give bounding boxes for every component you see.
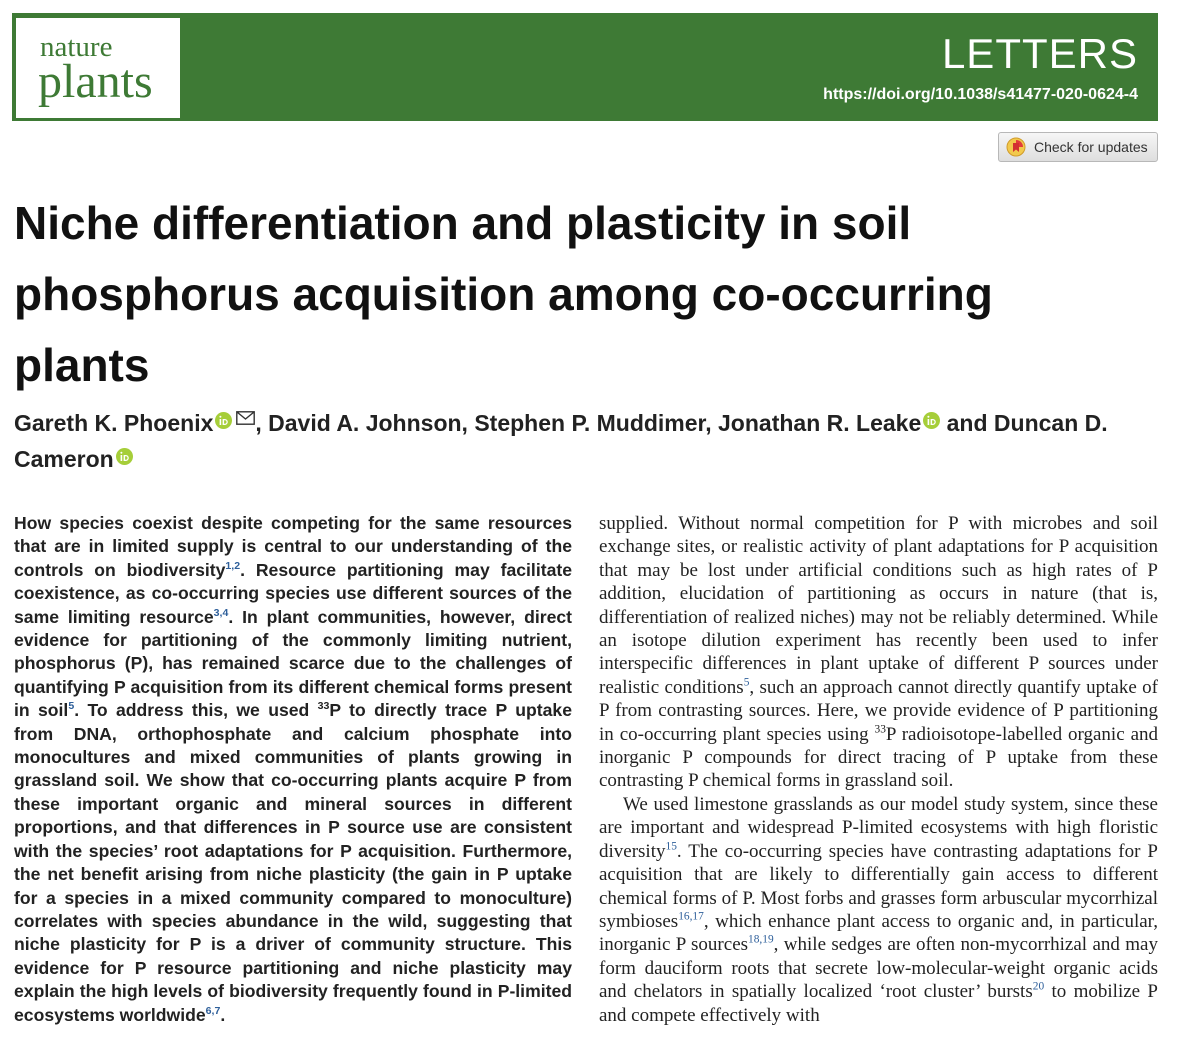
author-name[interactable]: Duncan D. Cameron	[14, 410, 1108, 472]
text-run: supplied. Without normal competition for P with microbes and soil exchange sites, or realistic activity of plant adaptations for P acquisition that may be lost under artificial conditions such as high rates of P addition, elucidation of partitioning as occurs in nature (that is, differentiation of realized niches) may not be reliably determined. While an isotope dilution experiment has recently been used to infer interspecific differences in plant uptake of different P sources under realistic conditions	[599, 513, 1158, 698]
abstract-paragraph	[14, 512, 572, 1027]
reference-link[interactable]: 5	[743, 676, 750, 689]
author-separator: ,	[255, 410, 269, 436]
orcid-icon[interactable]	[116, 448, 133, 465]
text-run: , which enhance plant access to organic and, in particular, inorganic P sources	[599, 910, 1158, 956]
text-run: How species coexist despite competing for the same resources that are in limited supply is central to our understanding of the controls on biodiversity	[14, 513, 572, 580]
journal-logo[interactable]	[14, 16, 182, 120]
isotope-superscript: 33	[874, 723, 886, 736]
body-paragraph	[599, 512, 1158, 793]
check-for-updates-button[interactable]	[998, 132, 1158, 162]
author-list	[14, 405, 1114, 477]
article-title: Niche differentiation and plasticity in soil phosphorus acquisition among co-occurring plants	[14, 197, 993, 391]
reference-link[interactable]: 16,17	[678, 910, 704, 923]
logo-plants-text: plants	[38, 55, 153, 108]
journal-banner	[12, 13, 1158, 121]
text-run: P radioisotope-labelled organic and inorganic P compounds for direct tracing of P uptake from these contrasting P chemical forms in grassland soil.	[599, 723, 1158, 792]
text-run: We used limestone grasslands as our model study system, since these are important and widespread P-limited ecosystems with high floristic diversity	[599, 793, 1158, 862]
text-run: to mobilize P and compete effectively with	[599, 981, 1158, 1026]
reference-link[interactable]: 6,7	[205, 1004, 221, 1017]
isotope-superscript: 33	[317, 700, 330, 713]
author-separator: ,	[461, 410, 475, 436]
email-icon[interactable]	[236, 411, 255, 425]
logo-nature-text: nature	[40, 31, 113, 63]
text-run: P to directly trace P uptake from DNA, orthophosphate and calcium phosphate into monocultures and mixed communities of plants growing in grassland soil. We show that co-occurring plants acquire P from these important organic and mineral sources in different proportions, and that differences in P source use are consistent with the species’ root adaptations for P acquisition. Furthermore, the net benefit arising from niche plasticity (the gain in P uptake for a species in a mixed community compared to monoculture) correlates with species abundance in the wild, suggesting that niche plasticity for P is a driver of community structure. This evidence for P resource partitioning and niche plasticity may explain the high levels of biodiversity frequently found in P-limited ecosystems worldwide	[14, 700, 572, 1025]
author-separator: ,	[705, 410, 719, 436]
reference-link[interactable]: 1,2	[225, 559, 241, 572]
text-run: , while sedges are often non-mycorrhizal and may form dauciform roots that secrete low-molecular-weight organic acids and chelators in spatially localized ‘root cluster’ bursts	[599, 934, 1158, 1003]
abstract	[14, 512, 572, 1027]
text-run: . In plant communities, however, direct evidence for partitioning of the commonly limiting nutrient, phosphorus (P), has remained scarce due to the challenges of quantifying P acquisition from its different chemical forms present in soil	[14, 606, 572, 721]
orcid-icon[interactable]	[923, 412, 940, 429]
check-for-updates-icon	[1006, 137, 1026, 157]
reference-link[interactable]: 15	[665, 840, 677, 853]
section-label: LETTERS	[941, 30, 1138, 77]
doi-link[interactable]: https://doi.org/10.1038/s41477-020-0624-4	[823, 86, 1138, 103]
reference-link[interactable]: 3,4	[213, 606, 229, 619]
orcid-icon[interactable]	[215, 412, 232, 429]
text-run: . To address this, we used	[74, 700, 318, 721]
author-separator: and	[940, 410, 994, 436]
body-paragraph	[599, 793, 1158, 1027]
body-text-column	[599, 512, 1158, 1027]
text-run: .	[220, 1004, 226, 1025]
text-run: . Resource partitioning may facilitate coexistence, as co-occurring species use different sources of the same limiting resource	[14, 559, 572, 627]
reference-link[interactable]: 20	[1032, 980, 1045, 993]
check-for-updates-label: Check for updates	[1034, 139, 1148, 155]
author-name[interactable]: Stephen P. Muddimer	[474, 410, 706, 436]
author-name[interactable]: Gareth K. Phoenix	[14, 410, 214, 436]
text-run: , such an approach cannot directly quantify uptake of P from contrasting sources. Here, we provide evidence of P partitioning in co-occurring plant species using	[599, 676, 1158, 745]
text-run: . The co-occurring species have contrasting adaptations for P acquisition that are likely to differentially gain access to different chemical forms of P. Most forbs and grasses form arbuscular mycorrhizal symbioses	[599, 840, 1158, 932]
reference-link[interactable]: 18,19	[748, 933, 774, 946]
reference-link[interactable]: 5	[68, 700, 75, 713]
author-name[interactable]: David A. Johnson	[268, 410, 462, 436]
author-name[interactable]: Jonathan R. Leake	[718, 410, 922, 436]
